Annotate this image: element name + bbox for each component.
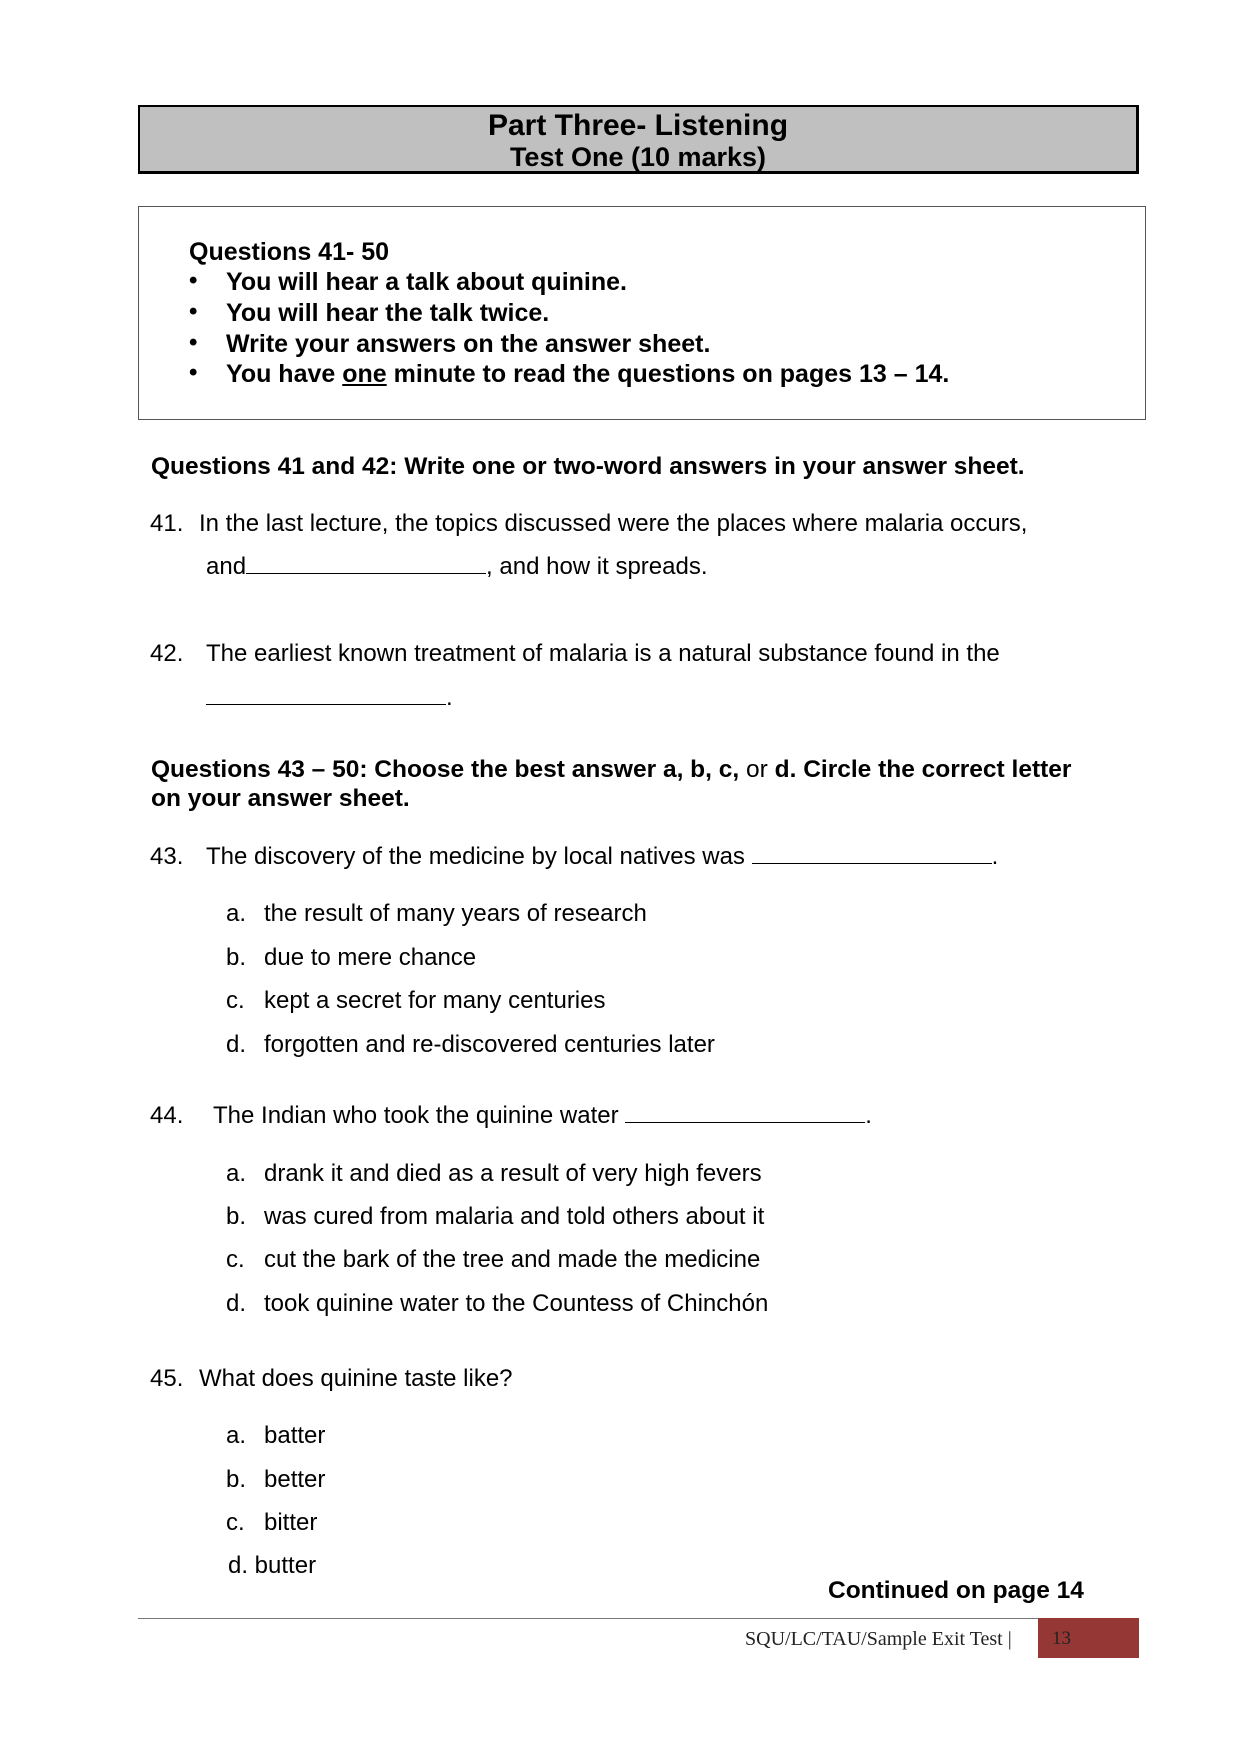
bullet-icon: •	[189, 298, 198, 325]
answer-blank	[752, 843, 992, 864]
question-number: 42.	[150, 640, 184, 667]
page-number: 13	[1038, 1618, 1139, 1658]
answer-option: d. butter	[228, 1552, 317, 1579]
question-text: The discovery of the medicine by local natives was .	[206, 843, 999, 870]
question-text: The earliest known treatment of malaria is a natural substance found in the	[206, 640, 1000, 667]
answer-blank	[246, 553, 486, 574]
footer-text: SQU/LC/TAU/Sample Exit Test |	[745, 1628, 1012, 1650]
continued-note: Continued on page 14	[828, 1577, 1084, 1604]
question-blank-line: .	[206, 684, 453, 712]
bullet-icon: •	[189, 329, 198, 356]
question-number: 43.	[150, 843, 184, 870]
question-text: What does quinine taste like?	[199, 1365, 513, 1392]
section-heading: Questions 43 – 50: Choose the best answer a, b, c, or d. Circle the correct letter	[151, 756, 1072, 783]
footer-divider	[138, 1618, 1139, 1619]
question-number: 44.	[150, 1102, 184, 1129]
section-heading: on your answer sheet.	[151, 785, 410, 812]
section-heading: Questions 41 and 42: Write one or two-word answers in your answer sheet.	[151, 453, 1025, 480]
section-header	[138, 105, 1139, 174]
instructions-heading: Questions 41- 50	[189, 238, 390, 266]
question-number: 41.	[150, 510, 184, 537]
answer-blank	[625, 1102, 865, 1123]
answer-blank	[206, 684, 446, 705]
section-title: Part Three- Listening	[487, 109, 789, 142]
question-text: In the last lecture, the topics discussed were the places where malaria occurs,	[199, 510, 1028, 537]
section-subtitle: Test One (10 marks)	[509, 142, 767, 172]
question-text: and , and how it spreads.	[206, 553, 708, 580]
bullet-icon: •	[189, 267, 198, 294]
underlined-word: one	[342, 360, 387, 388]
question-text: The Indian who took the quinine water .	[213, 1102, 872, 1129]
question-number: 45.	[150, 1365, 184, 1392]
bullet-icon: •	[189, 359, 198, 386]
